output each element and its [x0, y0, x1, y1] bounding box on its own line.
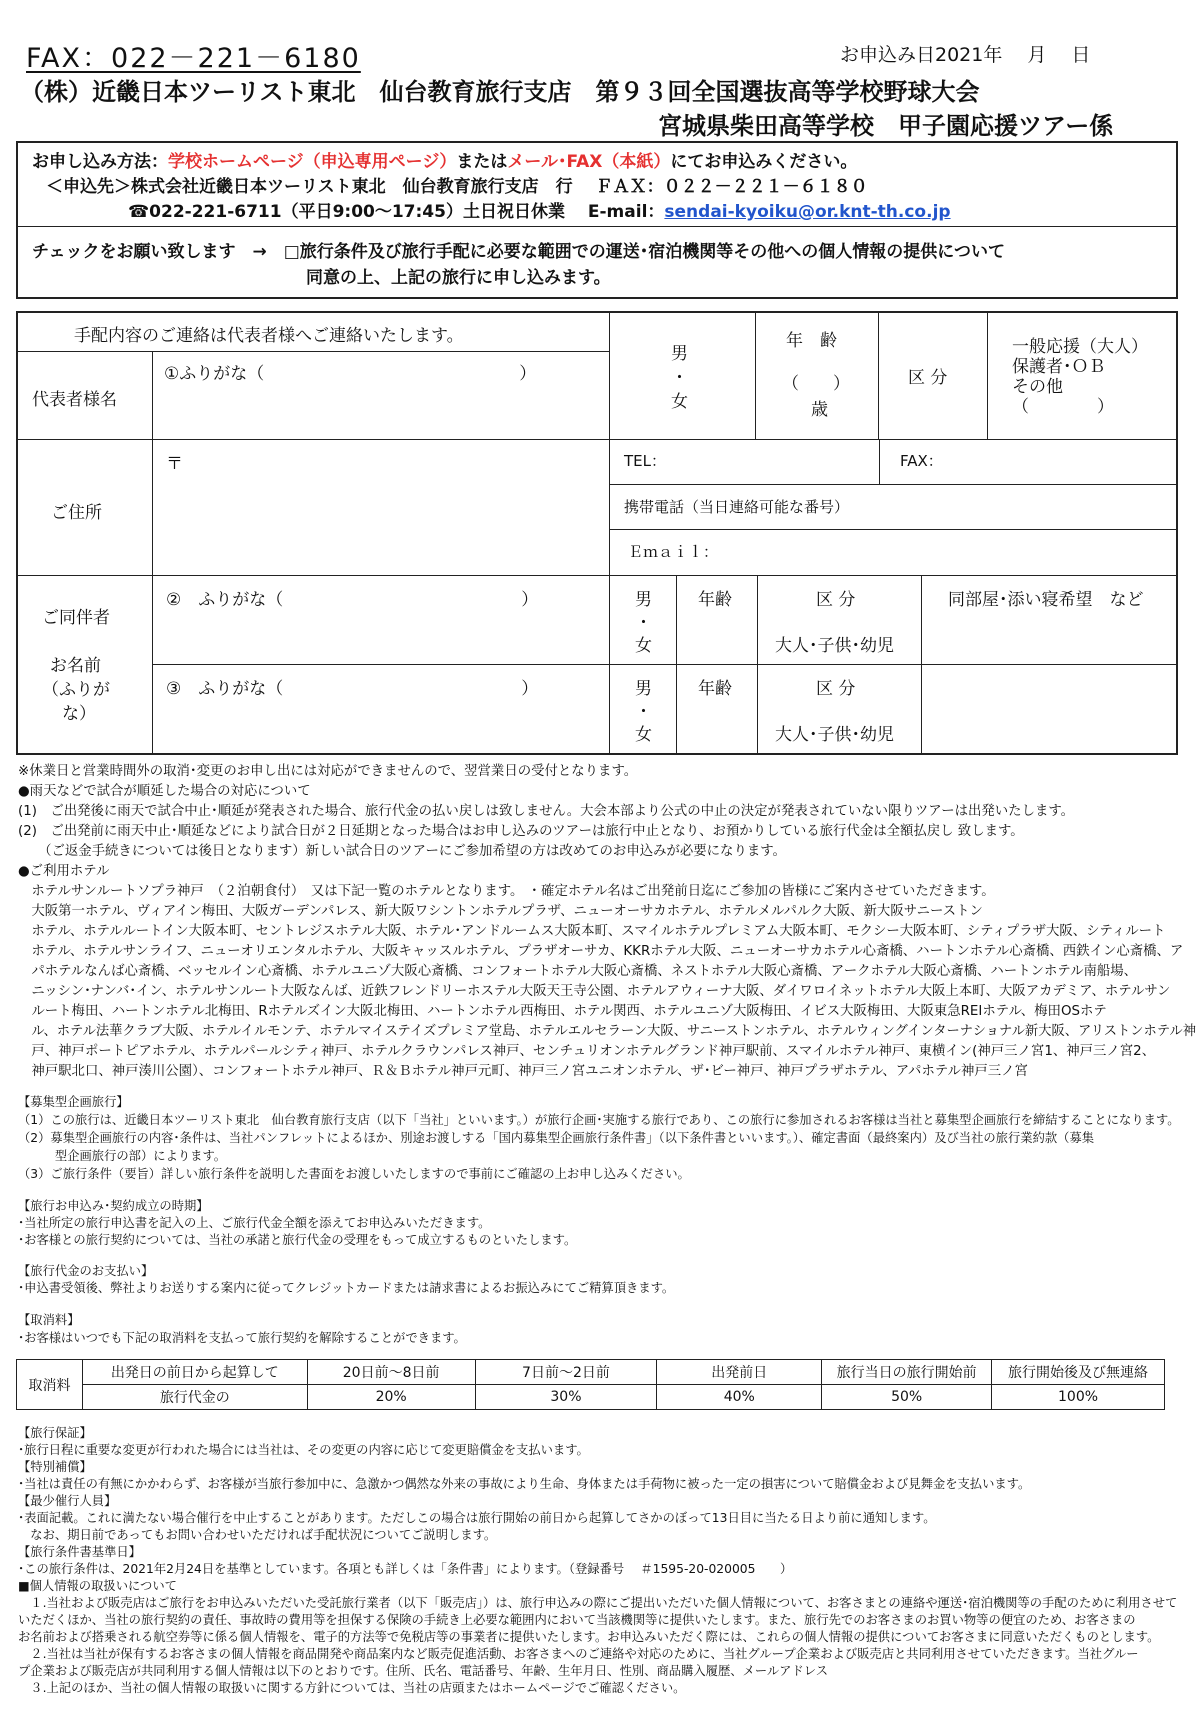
companion3-category-types[interactable]: 大人･子供･幼児: [775, 725, 894, 745]
cancel-table-row-values: [17, 1385, 1165, 1410]
plan-heading: 【募集型企画旅行】: [18, 1095, 129, 1109]
compensation-line-1: ･当社は責任の有無にかかわらず、お客様が当旅行参加中に、急激かつ偶然な外来の事故により生命、身体または手荷物に被った一定の損害について賠償金および見舞金を支払います。: [18, 1477, 1031, 1491]
cancel-value-0: 旅行代金の: [82, 1385, 307, 1410]
hotel-line-8: ル、ホテル法華クラブ大阪、ホテルイルモンテ、ホテルマイステイズプレミア堂島、ホテルエルセラーン大阪、サニーストンホテル、ホテルウィングインターナショナル新大阪、アリストンホテル神: [18, 1024, 1196, 1039]
cancel-value-5: 100%: [992, 1385, 1165, 1410]
guarantee-line-1: ･旅行日程に重要な変更が行われた場合には当社は、その変更の内容に応じて変更賠償金を支払います。: [18, 1443, 589, 1457]
category-other[interactable]: その他: [1012, 377, 1063, 397]
title-line2: 宮城県柴田高等学校 甲子園応援ツアー係: [658, 112, 1114, 140]
gender-dot: ・: [671, 368, 688, 388]
method-or: または: [456, 152, 508, 172]
hotel-line-3: ホテル、ホテルルートイン大阪本町、セントレジスホテル大阪、ホテル･アンドルームス大阪本町、スマイルホテルプレミアム大阪本町、モクシー大阪本町、シティプラザ大阪、シティルート: [18, 924, 1166, 939]
age-unit: 歳: [811, 400, 828, 420]
cancel-line-1: ･お客様はいつでも下記の取消料を支払って旅行契約を解除することができます。: [18, 1331, 466, 1345]
application-method-box: [16, 141, 1178, 299]
rain-note-3: （ご返金手続きについては後日となります）新しい試合日のツアーにご参加希望の方は改めてのお申込みが必要になります。: [18, 844, 786, 859]
companion2-dot: ・: [635, 613, 652, 633]
cancel-table-row-header: [17, 1360, 1165, 1385]
vline-c-category: [921, 575, 922, 755]
age-label: 年 齢: [786, 331, 837, 351]
privacy-line-6: ３.上記のほか、当社の個人情報の取扱いに関する方針については、当社の店頭またはホームページでご確認ください。: [18, 1681, 686, 1695]
method-divider: [18, 226, 1176, 227]
companion2-age[interactable]: 年齢: [698, 590, 732, 610]
method-school-web: 学校ホームページ（申込専用ページ）: [168, 152, 457, 172]
cancel-value-2: 30%: [475, 1385, 657, 1410]
age-input[interactable]: （ ）: [782, 374, 850, 394]
postal-mark: 〒: [166, 454, 183, 474]
email-link[interactable]: sendai-kyoiku@or.knt-th.co.jp: [664, 202, 951, 222]
basis-date-line-1: ･この旅行条件は、2021年2月24日を基準としています。各項とも詳しくは「条件書」によります。（登録番号 ＃1595-20-020005 ）: [18, 1562, 793, 1576]
cancel-value-4: 50%: [822, 1385, 992, 1410]
method-suffix: にてお申込みください。: [670, 152, 858, 172]
hline-address: [18, 575, 1178, 576]
hotel-line-6: ニッシン･ナンバ･イン、ホテルサンルート大阪なんば、近鉄フレンドリーホステル大阪天王寺公園、ホテルアウィーナ大阪、ダイワロイネットホテル大阪上本町、大阪アカデミア、ホテルサン: [18, 984, 1171, 999]
vline-label: [152, 351, 153, 755]
method-mail-fax: メール･FAX（本紙）: [507, 152, 671, 172]
hline-note: [18, 351, 609, 352]
tel-field[interactable]: TEL：: [624, 452, 666, 470]
min-participants-heading: 【最少催行人員】: [18, 1494, 117, 1508]
hotel-line-9: 戸、神戸ポートピアホテル、ホテルパールシティ神戸、ホテルクラウンパレス神戸、センチュリオンホテルグランド神戸駅前、スマイルホテル神戸、東横イン(神戸三ノ宮1、神戸三ノ宮2、: [18, 1044, 1156, 1059]
cancel-value-3: 40%: [657, 1385, 822, 1410]
application-form-table: [16, 311, 1178, 755]
privacy-line-2: いただくほか、当社の旅行契約の責任、事故時の費用等を担保する保険の手続き上必要な範囲内において当該機関等に提供いたします。また、旅行先でのお客さまのお買い物等の便宜のため、お客さまの: [18, 1613, 1136, 1627]
companion2-category-types[interactable]: 大人･子供･幼児: [775, 636, 894, 656]
companion-name-label: お名前: [50, 656, 101, 676]
furigana-input-1[interactable]: ①ふりがな（ ）: [164, 364, 537, 384]
contract-line-1: ･当社所定の旅行申込書を記入の上、ご旅行代金全額を添えてお申込みいただきます。: [18, 1216, 491, 1230]
min-participants-line-1: ･表面記載。これに満たない場合催行を中止することがあります。ただしこの場合は旅行開始の前日から起算してさかのぼって13日目に当たる日より前に通知します。: [18, 1511, 936, 1525]
hline-mobile: [609, 529, 1178, 530]
method-phone-hours: ☎022-221-6711（平日9:00～17:45）土日祝日休業 E-mail：: [128, 202, 665, 222]
contract-line-2: ･お客様との旅行契約については、当社の承諾と旅行代金の受理をもって成立するものといたします。: [18, 1233, 577, 1247]
cancel-header-3: 出発前日: [657, 1360, 822, 1385]
hline-companion: [152, 664, 1178, 665]
vline-gender: [755, 313, 756, 439]
hotel-line-2: 大阪第一ホテル、ヴィアイン梅田、大阪ガーデンパレス、新大阪ワシントンホテルプラザ、ニューオーサカホテル、ホテルメルパルク大阪、新大阪サニーストン: [18, 904, 983, 919]
consent-line1: チェックをお願い致します → □旅行条件及び旅行手配に必要な範囲での運送･宿泊機関等その他への個人情報の提供について: [32, 242, 1005, 262]
category-label: 区 分: [908, 368, 948, 388]
privacy-line-4: ２.当社は当社が保有するお客さまの個人情報を商品開発や商品案内など販売促進活動、お客さまへのご連絡や対応のために、当社グループ企業および販売店と共同利用させていただきます。当社グルー: [18, 1647, 1139, 1661]
furigana-input-3[interactable]: ③ ふりがな（ ）: [166, 679, 539, 699]
companion-furigana-label-end: な）: [62, 704, 96, 724]
companion3-male[interactable]: 男: [635, 679, 652, 699]
vline-age: [878, 313, 879, 439]
cancel-row-label: 取消料: [17, 1360, 83, 1410]
payment-line-1: ･申込書受領後、弊社よりお送りする案内に従ってクレジットカードまたは請求書によるお振込みにてご精算頂きます。: [18, 1281, 675, 1295]
contact-note: 手配内容のご連絡は代表者様へご連絡いたします。: [74, 326, 464, 346]
hotel-heading: ●ご利用ホテル: [18, 864, 110, 879]
address-label: ご住所: [51, 503, 102, 523]
hotel-line-1: ホテルサンルートソプラ神戸 （２泊朝食付） 又は下記一覧のホテルとなります。 ・確定ホテル名はご出発前日迄にご参加の皆様にご案内させていただきます。: [18, 884, 995, 899]
vline-c-gender: [676, 575, 677, 755]
plan-line-4: （3）ご旅行条件（要旨）詳しい旅行条件を説明した書面をお渡しいたしますので事前にご確認の上お申し込みください。: [18, 1167, 690, 1181]
vline-main: [609, 313, 610, 755]
cancel-heading: 【取消料】: [18, 1313, 80, 1327]
title-line1: （株）近畿日本ツーリスト東北 仙台教育旅行支店 第９３回全国選抜高等学校野球大会: [20, 78, 980, 106]
method-line1: [32, 147, 857, 172]
hline-tel: [609, 484, 1178, 485]
vline-c-age: [757, 575, 758, 755]
cancel-header-5: 旅行開始後及び無連絡: [992, 1360, 1165, 1385]
compensation-heading: 【特別補償】: [18, 1460, 92, 1474]
method-prefix: お申し込み方法：: [32, 152, 168, 172]
method-line2: ＜申込先＞株式会社近畿日本ツーリスト東北 仙台教育旅行支店 行 ＦＡＸ：０２２－２２１－６１８０: [46, 177, 868, 197]
cancellation-fee-table: [16, 1359, 1165, 1410]
rain-heading: ●雨天などで試合が順延した場合の対応について: [18, 784, 311, 799]
companion-furigana-label: （ふりが: [42, 680, 110, 700]
furigana-input-2[interactable]: ② ふりがな（ ）: [166, 590, 539, 610]
contract-heading: 【旅行お申込み･契約成立の時期】: [18, 1199, 209, 1213]
fax-field[interactable]: FAX：: [900, 452, 943, 470]
category-other-input[interactable]: （ ）: [1012, 397, 1114, 417]
basis-date-heading: 【旅行条件書基準日】: [18, 1545, 141, 1559]
companion3-dot: ・: [635, 702, 652, 722]
companion3-female[interactable]: 女: [635, 725, 652, 745]
companion-label: ご同伴者: [42, 608, 110, 628]
rain-note-1: (1) ご出発後に雨天で試合中止･順延が発表された場合、旅行代金の払い戻しは致しません。大会本部より公式の中止の決定が発表されていない限りツアーは出発いたします。: [18, 804, 1075, 819]
vline-tel-fax: [879, 439, 880, 484]
cancel-header-1: 20日前～8日前: [307, 1360, 475, 1385]
hotel-line-10: 神戸駅北口、神戸湊川公園）、コンフォートホテル神戸、Ｒ＆Ｂホテル神戸元町、神戸三ノ宮ユニオンホテル、ザ･ビー神戸、神戸プラザホテル、アパホテル神戸三ノ宮: [18, 1064, 1028, 1079]
gender-female[interactable]: 女: [671, 392, 688, 412]
email-field[interactable]: Ｅｍａｉｌ：: [628, 543, 719, 561]
cancel-header-0: 出発日の前日から起算して: [82, 1360, 307, 1385]
cancel-header-2: 7日前～2日前: [475, 1360, 657, 1385]
category-general[interactable]: 一般応援（大人）: [1012, 337, 1148, 357]
plan-line-1: （1）この旅行は、近畿日本ツーリスト東北 仙台教育旅行支店（以下「当社」といいます。）が旅行企画･実施する旅行であり、この旅行に参加されるお客様は当社と募集型企画旅行を締結することになります。: [18, 1113, 1180, 1127]
hline-rep: [18, 439, 1178, 440]
consent-line2: 同意の上、上記の旅行に申し込みます。: [306, 268, 611, 288]
header-fax: FAX：022－221－6180: [26, 43, 361, 74]
rain-note-2: (2) ご出発前に雨天中止･順延などにより試合日が２日延期となった場合はお申し込みのツアーは旅行中止となり、お預かりしている旅行代金は全額払戻し 致します。: [18, 824, 1024, 839]
hotel-line-4: ホテル、ホテルサンライフ、ニューオリエンタルホテル、大阪キャッスルホテル、プラザオーサカ、KKRホテル大阪、ニューオーサカホテル心斎橋、ハートンホテル心斎橋、西鉄イン心斎橋、ア: [18, 944, 1184, 959]
method-line3: [128, 197, 951, 222]
room-request[interactable]: 同部屋･添い寝希望 など: [948, 590, 1144, 610]
companion2-male[interactable]: 男: [635, 590, 652, 610]
companion2-category-label: 区 分: [816, 590, 856, 610]
mobile-field[interactable]: 携帯電話（当日連絡可能な番号）: [624, 498, 850, 516]
privacy-heading: ■個人情報の取扱いについて: [18, 1579, 177, 1593]
cancel-value-1: 20%: [307, 1385, 475, 1410]
application-date: お申込み日2021年 月 日: [840, 44, 1091, 66]
companion2-female[interactable]: 女: [635, 636, 652, 656]
min-participants-line-2: なお、期日前であってもお問い合わせいただければ手配状況についてご説明します。: [18, 1528, 497, 1542]
representative-label: 代表者様名: [32, 390, 117, 410]
privacy-line-1: １.当社および販売店はご旅行をお申込みいただいた受託旅行業者（以下「販売店」）は、旅行申込みの際にご提出いただいた個人情報について、お客さまとの連絡や運送･宿泊機関等の手配のために利用させて: [18, 1596, 1178, 1610]
privacy-line-3: お名前および搭乗される航空券等に係る個人情報を、電子的方法等で免税店等の事業者に提供いたします。お申込みいただく際には、これらの個人情報の提供についてお客さまに同意いただくものとします。: [18, 1630, 1160, 1644]
plan-line-2: （2）募集型企画旅行の内容･条件は、当社パンフレットによるほか、別途お渡しする「国内募集型企画旅行条件書」（以下条件書といいます。）、確定書面（最終案内）及び当社の旅行業約款（募集: [18, 1131, 1095, 1145]
category-parent-ob[interactable]: 保護者･ＯＢ: [1012, 357, 1106, 377]
holiday-note: ※休業日と営業時間外の取消･変更のお申し出には対応ができませんので、翌営業日の受付となります。: [18, 764, 638, 779]
guarantee-heading: 【旅行保証】: [18, 1426, 92, 1440]
hotel-line-5: パホテルなんば心斎橋、ベッセルイン心斎橋、ホテルユニゾ大阪心斎橋、コンフォートホテル大阪心斎橋、ネストホテル大阪心斎橋、アークホテル大阪心斎橋、ハートンホテル南船場、: [18, 964, 1138, 979]
payment-heading: 【旅行代金のお支払い】: [18, 1264, 154, 1278]
hotel-line-7: ルート梅田、ハートンホテル北梅田、Rホテルズイン大阪北梅田、ハートンホテル西梅田、ホテル関西、ホテルユニゾ大阪梅田、イビス大阪梅田、大阪東急REIホテル、梅田OSホテ: [18, 1004, 1107, 1019]
companion3-age[interactable]: 年齢: [698, 679, 732, 699]
plan-line-3: 型企画旅行の部）によります。: [18, 1149, 227, 1163]
cancel-header-4: 旅行当日の旅行開始前: [822, 1360, 992, 1385]
privacy-line-5: プ企業および販売店が共同利用する個人情報は以下のとおりです。住所、氏名、電話番号、年齢、生年月日、性別、商品購入履歴、メールアドレス: [18, 1664, 828, 1678]
gender-male[interactable]: 男: [671, 344, 688, 364]
companion3-category-label: 区 分: [816, 679, 856, 699]
vline-category: [987, 313, 988, 439]
